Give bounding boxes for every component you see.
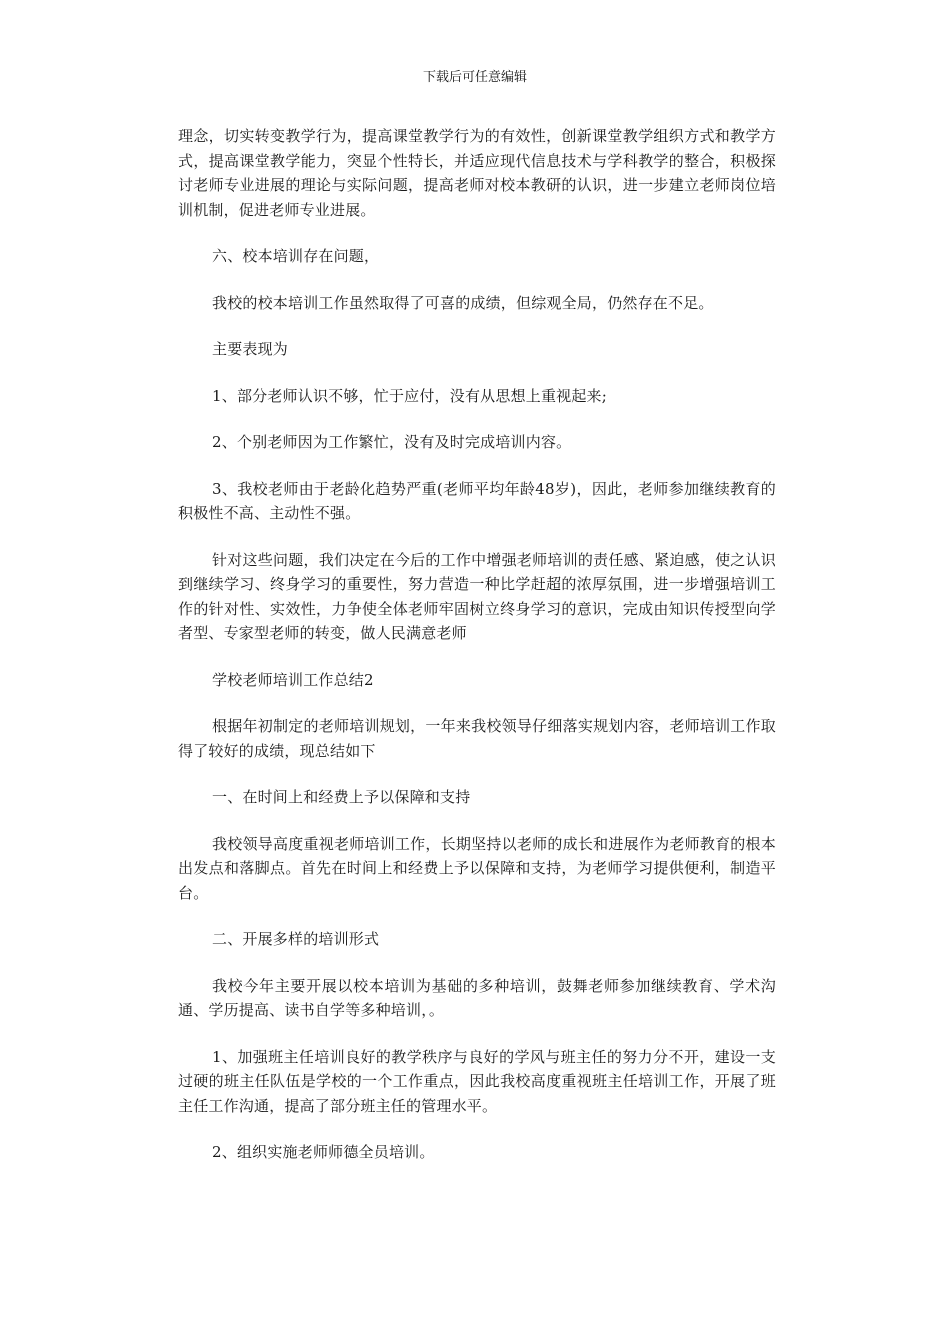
section-heading-problems: 六、校本培训存在问题，: [212, 247, 380, 265]
paragraph: 根据年初制定的老师培训规划，一年来我校领导仔细落实规划内容，老师培训工作取得了较好的成绩，现总结如下: [178, 717, 776, 760]
list-item: 2、个别老师因为工作繁忙，没有及时完成培训内容。: [212, 433, 572, 451]
list-item: 1、加强班主任培训良好的教学秩序与良好的学风与班主任的努力分不开，建设一支过硬的班主任队伍是学校的一个工作重点，因此我校高度重视班主任培训工作，开展了班主任工作沟通，提高了部分班主任的管理水平。: [178, 1047, 776, 1115]
list-item: 1、部分老师认识不够，忙于应付，没有从思想上重视起来;: [212, 386, 607, 405]
document-subtitle: 学校老师培训工作总结2: [212, 670, 374, 689]
paragraph: 我校领导高度重视老师培训工作，长期坚持以老师的成长和进展作为老师教育的根本出发点和落脚点。首先在时间上和经费上予以保障和支持，为老师学习提供便利，制造平台。: [178, 834, 776, 902]
page-header: 下载后可任意编辑: [422, 70, 527, 85]
list-item: 3、我校老师由于老龄化趋势严重(老师平均年龄48岁)，因此，老师参加继续教育的积极性不高、主动性不强。: [178, 479, 776, 522]
paragraph: 我校今年主要开展以校本培训为基础的多种培训，鼓舞老师参加继续教育、学术沟通、学历提高、读书自学等多种培训，。: [178, 976, 776, 1019]
paragraph-continuation: 理念，切实转变教学行为，提高课堂教学行为的有效性，创新课堂教学组织方式和教学方式，提高课堂教学能力，突显个性特长，并适应现代信息技术与学科教学的整合，积极探讨老师专业进展的理论与实际问题，提高老师对校本教研的认识，进一步建立老师岗位培训机制，促进老师专业进展。: [178, 127, 776, 219]
paragraph: 我校的校本培训工作虽然取得了可喜的成绩，但综观全局，仍然存在不足。: [212, 293, 714, 312]
section-heading-support: 一、在时间上和经费上予以保障和支持: [212, 788, 471, 806]
paragraph: 主要表现为: [212, 340, 289, 358]
list-item: 2、组织实施老师师德全员培训。: [212, 1143, 435, 1161]
paragraph: 针对这些问题，我们决定在今后的工作中增强老师培训的责任感、紧迫感，使之认识到继续学习、终身学习的重要性，努力营造一种比学赶超的浓厚氛围，进一步增强培训工作的针对性、实效性，力争使全体老师牢固树立终身学习的意识，完成由知识传授型向学者型、专家型老师的转变，做人民满意老师: [178, 550, 776, 642]
section-heading-forms: 二、开展多样的培训形式: [212, 930, 380, 948]
document-body: [178, 124, 776, 1187]
